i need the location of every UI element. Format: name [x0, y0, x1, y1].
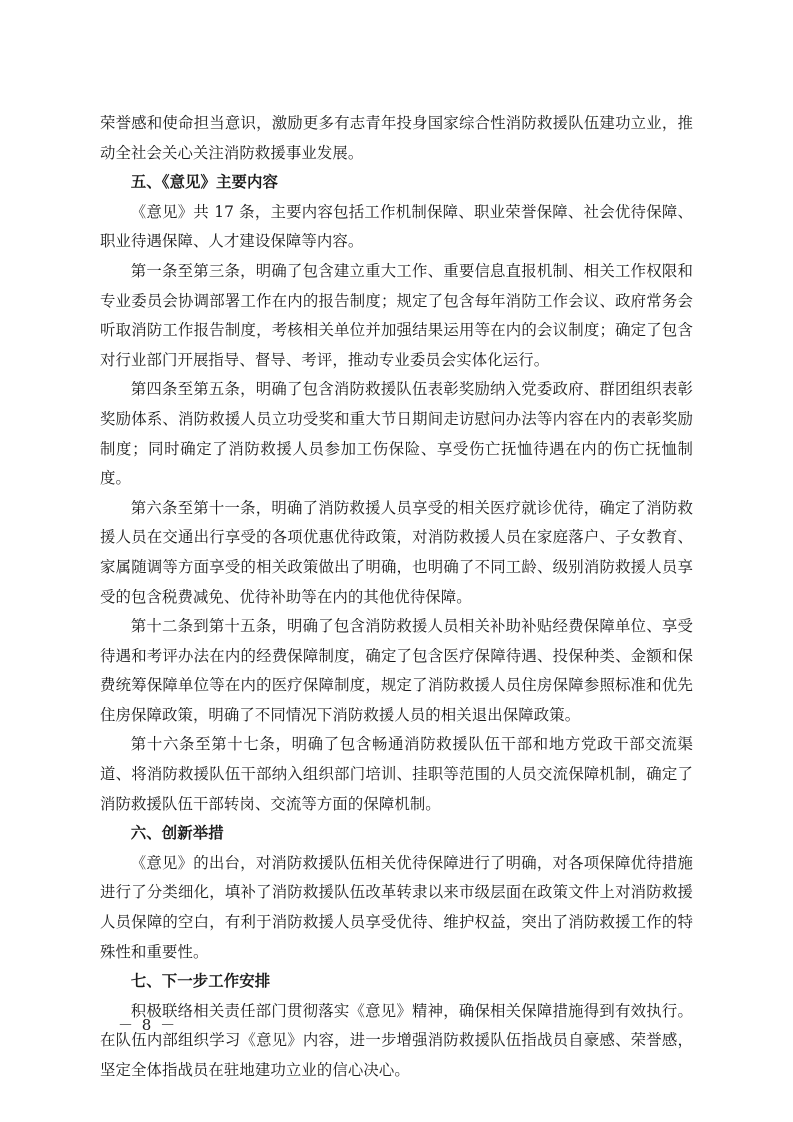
paragraph: 《意见》的出台，对消防救援队伍相关优待保障进行了明确，对各项保障优待措施进行了分类细化，填补了消防救援队伍改革转隶以来市级层面在政策文件上对消防救援人员保障的空白，有利于消防救援人员享受优待、维护权益，突出了消防救援工作的特殊性和重要性。	[100, 853, 693, 961]
paragraph: 第十二条到第十五条，明确了包含消防救援人员相关补助补贴经费保障单位、享受待遇和考评办法在内的经费保障制度，确定了包含医疗保障待遇、投保种类、金额和保费统筹保障单位等在内的医疗保障制度，规定了消防救援人员住房保障参照标准和优先住房保障政策，明确了不同情况下消防救援人员的相关退出保障政策。	[100, 617, 693, 724]
paragraph: 第四条至第五条，明确了包含消防救援队伍表彰奖励纳入党委政府、群团组织表彰奖励体系、消防救援人员立功受奖和重大节日期间走访慰问办法等内容在内的表彰奖励制度；同时确定了消防救援人员参加工伤保险、享受伤亡抚恤待遇在内的伤亡抚恤制度。	[100, 380, 693, 488]
paragraph-continuation: 荣誉感和使命担当意识，激励更多有志青年投身国家综合性消防救援队伍建功立业，推动全社会关心关注消防救援事业发展。	[100, 114, 693, 162]
document-body	[100, 109, 693, 1086]
section-heading-main-content: 五、《意见》主要内容	[130, 173, 279, 192]
page-number: － 8 －	[118, 1016, 178, 1034]
paragraph: 《意见》共 17 条，主要内容包括工作机制保障、职业荣誉保障、社会优待保障、职业待遇保障、人才建设保障等内容。	[100, 202, 693, 251]
section-heading-innovation: 六、创新举措	[130, 824, 224, 843]
paragraph: 第十六条至第十七条，明确了包含畅通消防救援队伍干部和地方党政干部交流渠道、将消防救援队伍干部纳入组织部门培训、挂职等范围的人员交流保障机制，确定了消防救援队伍干部转岗、交流等方面的保障机制。	[100, 735, 693, 813]
section-heading-next-steps: 七、下一步工作安排	[130, 972, 271, 991]
paragraph: 第六条至第十一条，明确了消防救援人员享受的相关医疗就诊优待，确定了消防救援人员在交通出行享受的各项优惠优待政策，对消防救援人员在家庭落户、子女教育、家属随调等方面享受的相关政策做出了明确，也明确了不同工龄、级别消防救援人员享受的包含税费减免、优待补助等在内的其他优待保障。	[100, 498, 693, 606]
paragraph: 积极联络相关责任部门贯彻落实《意见》精神，确保相关保障措施得到有效执行。在队伍内部组织学习《意见》内容，进一步增强消防救援队伍指战员自豪感、荣誉感，坚定全体指战员在驻地建功立业的信心决心。	[100, 1001, 693, 1079]
paragraph: 第一条至第三条，明确了包含建立重大工作、重要信息直报机制、相关工作权限和专业委员会协调部署工作在内的报告制度；规定了包含每年消防工作会议、政府常务会听取消防工作报告制度，考核相关单位并加强结果运用等在内的会议制度；确定了包含对行业部门开展指导、督导、考评，推动专业委员会实体化运行。	[100, 261, 693, 369]
